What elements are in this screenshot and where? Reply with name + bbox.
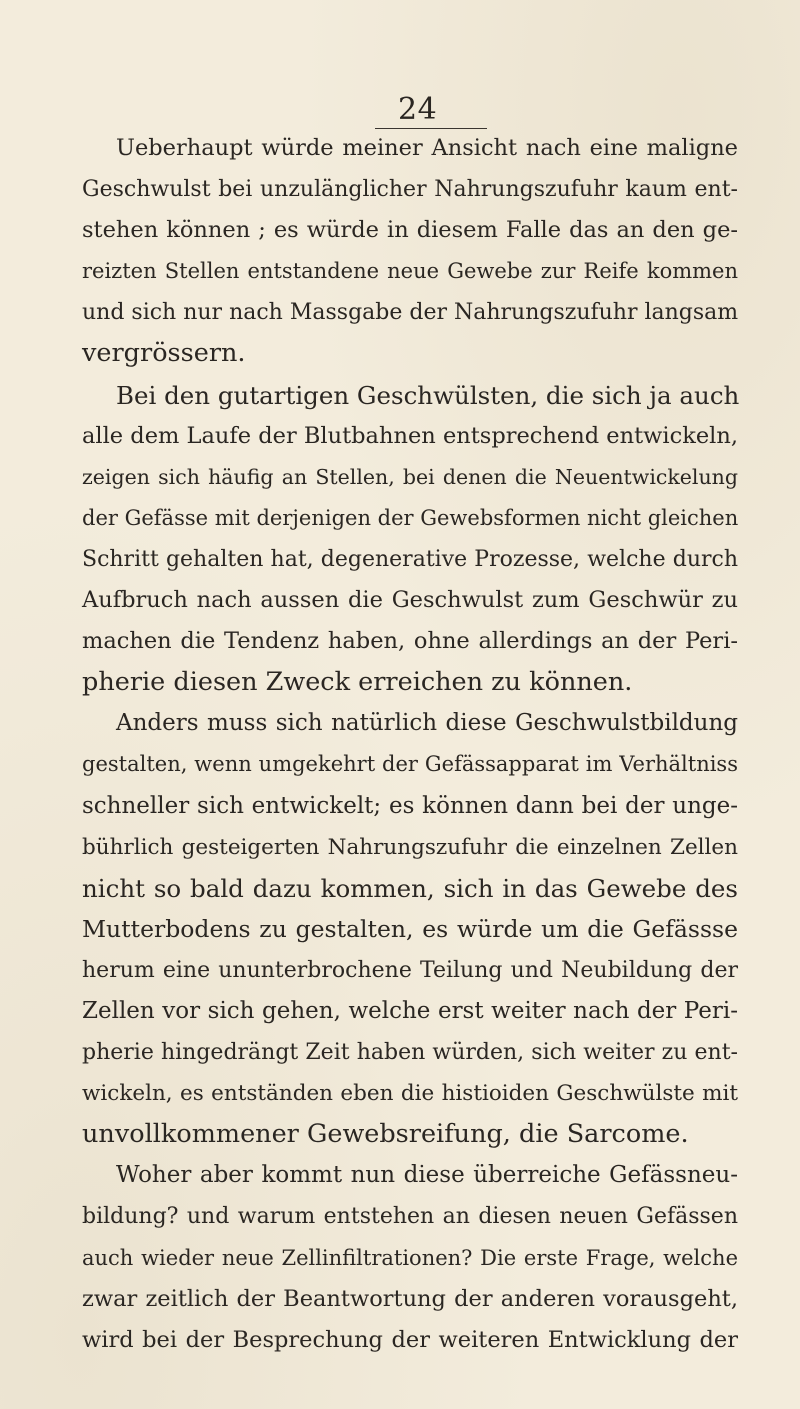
page-number: 24	[398, 92, 438, 127]
text-line: und sich nur nach Massgabe der Nahrungszufuhr langsam	[82, 300, 739, 326]
text-line: Zellen vor sich gehen, welche erst weiter nach der Peri-	[82, 997, 738, 1024]
text-line: Schritt gehalten hat, degenerative Prozesse, welche durch	[82, 546, 738, 572]
text-line: bildung? und warum entstehen an diesen neuen Gefässen	[82, 1204, 738, 1230]
text-line: unvollkommener Gewebsreifung, die Sarcome.	[82, 1119, 689, 1150]
text-line: Anders muss sich natürlich diese Geschwulstbildung	[116, 710, 738, 737]
text-line: alle dem Laufe der Blutbahnen entsprechend entwickeln,	[82, 422, 738, 449]
text-line: der Gefässe mit derjenigen der Gewebsformen nicht gleichen	[82, 505, 739, 530]
text-line: Mutterbodens zu gestalten, es würde um die Gefässse	[82, 914, 738, 943]
text-line: herum eine ununterbrochene Teilung und Neubildung der	[82, 957, 738, 983]
text-line: zeigen sich häufig an Stellen, bei denen die Neuentwickelung	[82, 464, 738, 489]
text-line: pherie hingedrängt Zeit haben würden, sich weiter zu ent-	[82, 1040, 738, 1066]
text-line: bührlich gesteigerten Nahrungszufuhr die einzelnen Zellen	[82, 834, 738, 860]
text-line: nicht so bald dazu kommen, sich in das Gewebe des	[82, 873, 738, 903]
text-line: auch wieder neue Zellinfiltrationen? Die erste Frage, welche	[82, 1245, 738, 1270]
text-line: wird bei der Besprechung der weiteren Entwicklung der	[82, 1326, 738, 1353]
text-line: Ueberhaupt würde meiner Ansicht nach eine maligne	[116, 135, 738, 161]
text-line: Bei den gutartigen Geschwülsten, die sich ja auch	[116, 380, 740, 410]
text-line: stehen können ; es würde in diesem Falle das an den ge-	[82, 217, 738, 244]
text-line: pherie diesen Zweck erreichen zu können.	[82, 667, 633, 698]
text-line: reizten Stellen entstandene neue Gewebe zur Reife kommen	[82, 259, 738, 284]
text-line: wickeln, es entständen eben die histioiden Geschwülste mit	[82, 1081, 738, 1107]
text-line: Woher aber kommt nun diese überreiche Gefässneu-	[116, 1162, 738, 1189]
text-line: Aufbruch nach aussen die Geschwulst zum Geschwür zu	[82, 587, 738, 614]
text-line: gestalten, wenn umgekehrt der Gefässapparat im Verhältniss	[82, 752, 738, 777]
text-line: machen die Tendenz haben, ohne allerdings an der Peri-	[82, 628, 738, 655]
text-line: zwar zeitlich der Beantwortung der anderen vorausgeht,	[82, 1285, 738, 1312]
text-line: Geschwulst bei unzulänglicher Nahrungszufuhr kaum ent-	[82, 177, 738, 203]
body-text	[82, 128, 738, 1361]
text-line: schneller sich entwickelt; es können dann bei der unge-	[82, 792, 738, 819]
text-line: vergrössern.	[82, 338, 246, 369]
